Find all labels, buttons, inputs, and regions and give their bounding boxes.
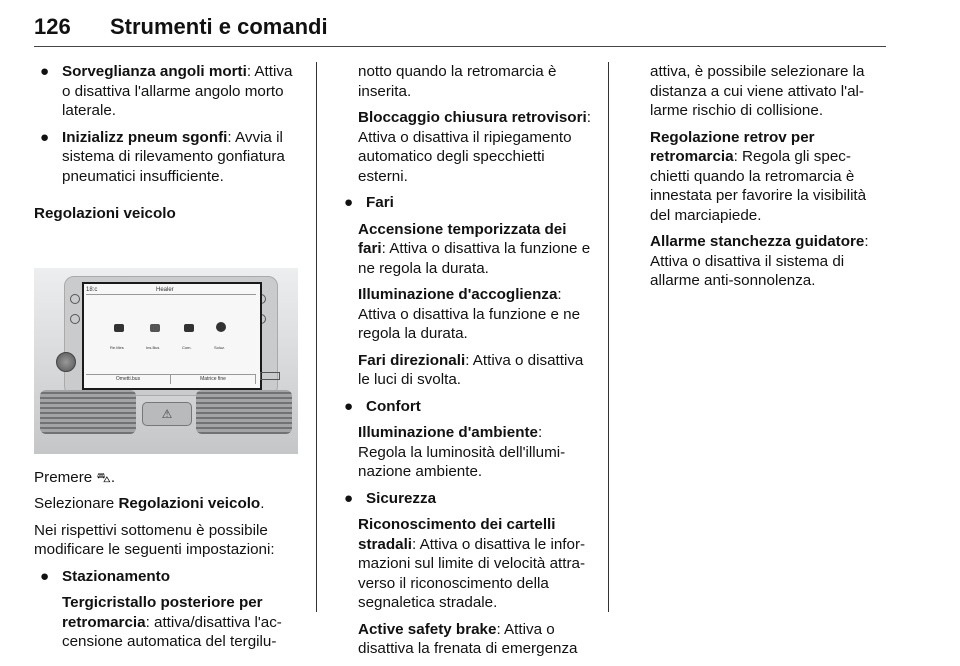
- select-line: [34, 494, 300, 514]
- column-divider-2: [608, 62, 609, 612]
- sub-text: : Attiva o disattiva la frenata di emergenza: [358, 620, 578, 657]
- sub-text: : attiva/disattiva l'ac-censione automatica del tergilu-: [62, 613, 282, 650]
- sub-text: : Regola gli spec-chietti quando la retromarcia è innestata per favorire la visibilità del marciapiede.: [650, 148, 867, 224]
- app-icon: [216, 322, 226, 332]
- select-term: Regolazioni veicolo: [118, 495, 261, 512]
- section-title: Regolazioni veicolo: [34, 205, 176, 222]
- column-1: [34, 62, 300, 659]
- sub-text: : Regola la luminosità dell'illumi-nazione ambiente.: [358, 424, 566, 480]
- list-item: [338, 489, 594, 509]
- sub-term: Fari direzionali: [358, 351, 466, 369]
- sub-item: [650, 232, 888, 291]
- sub-item: [338, 620, 594, 659]
- column-3: [650, 62, 888, 298]
- item-term: Sorveglianza angoli morti: [62, 63, 247, 80]
- app-icon: [114, 324, 124, 332]
- sub-term: Bloccaggio chiusura retrovisori: [358, 109, 587, 126]
- sub-item: [338, 423, 594, 482]
- premere-text: Premere: [34, 468, 93, 486]
- item-term: Inizializz pneum sgonfi: [62, 128, 228, 146]
- list-item: [338, 397, 594, 417]
- item-text: : Attiva o disattiva l'allarme angolo morto laterale.: [62, 63, 293, 119]
- bullet-dot: ●: [40, 128, 50, 146]
- app-label: Soluz.: [214, 344, 226, 350]
- sub-term: Allarme stanchezza guidatore: [650, 233, 865, 250]
- sub-item: [338, 351, 594, 390]
- sub-term: Illuminazione d'accoglienza: [358, 286, 558, 303]
- volume-knob-icon: [56, 352, 76, 372]
- sub-item: [650, 128, 888, 226]
- infotainment-screen: [82, 282, 262, 390]
- page-header: [34, 6, 886, 46]
- bullet-dot: ●: [344, 397, 354, 415]
- select-prefix: Selezionare: [34, 495, 119, 512]
- header-rule: [34, 46, 886, 47]
- car-settings-icon: ⛍: [96, 468, 111, 485]
- bullet-dot: ●: [344, 194, 354, 211]
- list-item: [34, 128, 300, 187]
- item-term: Stazionamento: [62, 567, 171, 585]
- sub-term: Tergicristallo posteriore per retromarcia: [62, 594, 263, 631]
- premere-line: [34, 468, 300, 488]
- select-suffix: .: [260, 495, 265, 512]
- continued-text: attiva, è possibile selezionare la distanza a cui viene attivato l'al-larme rischio di collisione.: [650, 63, 865, 119]
- screen-status-bar: [86, 286, 256, 295]
- sub-term: Illuminazione d'ambiente: [358, 424, 538, 441]
- app-label: Re.Mes: [110, 344, 124, 350]
- screen-bottom-left: Ometti.bus: [86, 375, 171, 384]
- bullet-dot: ●: [40, 63, 50, 80]
- page-title: Strumenti e comandi: [110, 14, 328, 39]
- continued-text: notto quando la retromarcia è inserita.: [358, 63, 557, 100]
- item-term: Sicurezza: [366, 489, 437, 507]
- list-item: [34, 62, 300, 121]
- air-vent-left: [40, 390, 136, 434]
- app-icon: [150, 324, 160, 332]
- air-vent-right: [196, 390, 292, 434]
- screen-status-left: 18:c: [86, 286, 98, 293]
- sub-text: : Attiva o disattiva la funzione e ne regola la durata.: [358, 240, 591, 277]
- app-label: Ins.Bus: [146, 344, 160, 350]
- item-term: Confort: [366, 397, 421, 415]
- sub-term: Accensione temporizzata dei fari: [358, 220, 567, 257]
- sub-item: [34, 593, 300, 652]
- home-button-icon: [70, 294, 80, 304]
- bullet-dot: ●: [40, 567, 50, 585]
- sub-item: [338, 285, 594, 344]
- screen-bottom-mid: Matrice fine: [171, 375, 256, 384]
- sub-text: : Attiva o disattiva le luci di svolta.: [358, 351, 584, 388]
- premere-punct: .: [110, 468, 116, 486]
- sub-text: : Attiva o disattiva le infor-mazioni sul limite di velocità attra-verso il riconoscimento della segnaletica stradale.: [358, 535, 586, 611]
- sub-term: Active safety brake: [358, 620, 497, 638]
- column-divider-1: [316, 62, 317, 612]
- sub-text: : Attiva o disattiva la funzione e ne regola la durata.: [358, 286, 581, 342]
- back-button-icon: [70, 314, 80, 324]
- sub-text: : Attiva o disattiva il sistema di allarme anti-sonnolenza.: [650, 233, 869, 289]
- app-label: Com.: [182, 344, 192, 350]
- bullet-dot: ●: [344, 489, 354, 507]
- app-icon: [184, 324, 194, 332]
- submenu-text: Nei rispettivi sottomenu è possibile modificare le seguenti impostazioni:: [34, 521, 275, 558]
- list-item: [338, 193, 594, 213]
- hazard-triangle-icon: ⚠: [142, 402, 192, 426]
- item-term: Fari: [366, 194, 394, 211]
- item-text: : Avvia il sistema di rilevamento gonfiatura pneumatici insufficiente.: [62, 128, 285, 185]
- list-item: [34, 567, 300, 587]
- sub-term: Regolazione retrov per retromarcia: [650, 128, 815, 165]
- sub-item: [338, 515, 594, 613]
- side-key-icon: [260, 372, 280, 380]
- sub-item: [338, 220, 594, 279]
- screen-bottom-bar: [86, 374, 256, 384]
- sub-text: : Attiva o disattiva il ripiegamento automatico degli specchietti esterni.: [358, 109, 591, 185]
- column-2: [338, 62, 594, 666]
- dashboard-figure: [34, 268, 298, 454]
- sub-term: Riconoscimento dei cartelli stradali: [358, 516, 556, 553]
- page-number: 126: [34, 14, 71, 39]
- sub-item: [338, 108, 594, 186]
- screen-status-mid: Healer: [156, 286, 174, 293]
